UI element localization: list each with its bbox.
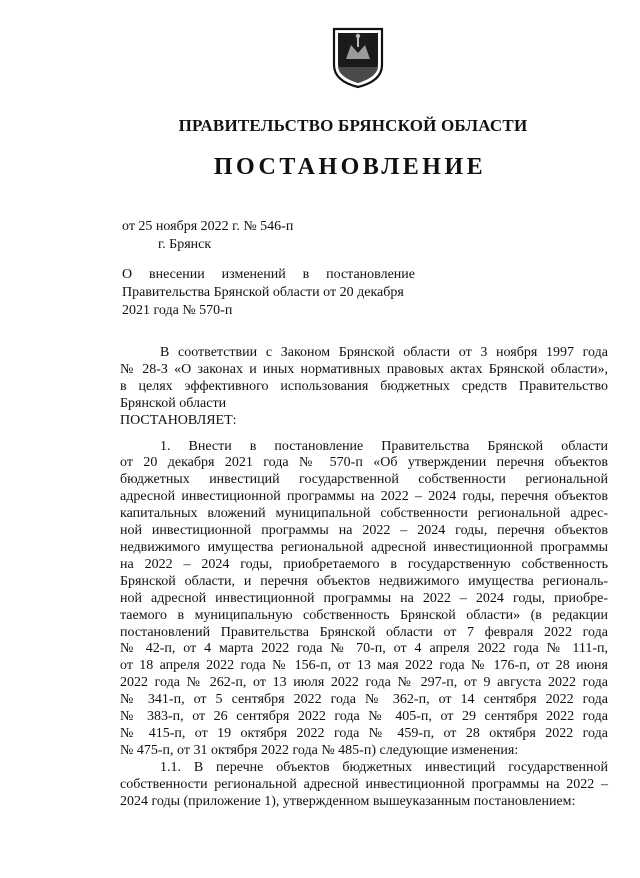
subject-heading (122, 266, 415, 320)
clause-line: № 341-п, от 5 сентября 2022 года № 362-п, от 14 сентября 2022 года (120, 692, 608, 708)
subject-line: Правительства Брянской области от 20 декабря (122, 285, 404, 300)
clause-line: № 415-п, от 19 октября 2022 года № 459-п, от 28 октября 2022 года (120, 725, 608, 741)
clause-line: таемого в муниципальную собственность Брянской области» (в редакции (120, 607, 608, 623)
clause-line: ной инвестиционной программы на 2022 – 2024 годы, перечня объектов (120, 523, 608, 539)
clause-line: № 475-п, от 31 октября 2022 года № 485-п) следующие изменения: (120, 742, 519, 758)
city: г. Брянск (158, 237, 212, 252)
document-meta (122, 218, 293, 254)
clause-line: капитальных вложений муниципальной собственности региональной адрес- (120, 506, 608, 522)
clause-line: № 383-п, от 26 сентября 2022 года № 405-п, от 29 сентября 2022 года (120, 709, 608, 725)
clause-line: 1. Внести в постановление Правительства Брянской области (160, 438, 608, 454)
clause-line: постановлений Правительства Брянской области от 7 февраля 2022 года (120, 624, 608, 640)
preamble-line: В соответствии с Законом Брянской области от 3 ноября 1997 года (160, 345, 608, 360)
date-number: от 25 ноября 2022 г. № 546-п (122, 219, 294, 234)
clause-line: 2022 года № 262-п, от 13 июля 2022 года № 297-п, от 9 августа 2022 года (120, 675, 608, 691)
clause-line: на 2022 – 2024 годы, приобретаемого в государственную собственность (120, 556, 608, 572)
clause-line: недвижимого имущества региональной адресной инвестиционной программы (120, 539, 608, 555)
document-type-title: ПОСТАНОВЛЕНИЕ (213, 154, 487, 180)
subject-line: О внесении изменений в постановление (122, 267, 415, 282)
subject-line: 2021 года № 570-п (122, 303, 233, 318)
clause-line: ной адресной инвестиционной программы на 2022 – 2024 годы, приобре- (120, 590, 608, 606)
clause-line: от 18 апреля 2022 года № 156-п, от 13 мая 2022 года № 176-п, от 28 июня (120, 658, 608, 674)
clause-line: № 42-п, от 4 марта 2022 года № 70-п, от 4 апреля 2022 года № 111-п, (120, 641, 608, 657)
clause-line: от 20 декабря 2021 года № 570-п «Об утверждении перечня объектов (120, 455, 608, 471)
document-body (120, 345, 608, 810)
preamble-line: Брянской области (120, 395, 227, 411)
clause-line: собственности региональной адресной инвестиционной программы на 2022 – (120, 776, 608, 792)
preamble-line: № 28-З «О законах и иных нормативных правовых актах Брянской области», (120, 361, 608, 377)
clause-line: адресной инвестиционной программы на 2022 – 2024 годы, перечня объектов (120, 489, 608, 505)
preamble-line: в целях эффективного использования бюджетных средств Правительство (120, 378, 608, 394)
resolves-line: ПОСТАНОВЛЯЕТ: (120, 412, 237, 428)
clause-line: Брянской области, и перечня объектов недвижимого имущества региональ- (120, 573, 608, 589)
clause-line: бюджетных инвестиций государственной собственности региональной (120, 472, 608, 488)
organization-title: ПРАВИТЕЛЬСТВО БРЯНСКОЙ ОБЛАСТИ (178, 116, 528, 135)
spacer (120, 430, 608, 439)
clause-line: 2024 годы (приложение 1), утвержденном вышеуказанным постановлением: (120, 793, 576, 809)
clause-line: 1.1. В перечне объектов бюджетных инвестиций государственной (160, 759, 608, 775)
coat-of-arms-icon (331, 27, 385, 89)
